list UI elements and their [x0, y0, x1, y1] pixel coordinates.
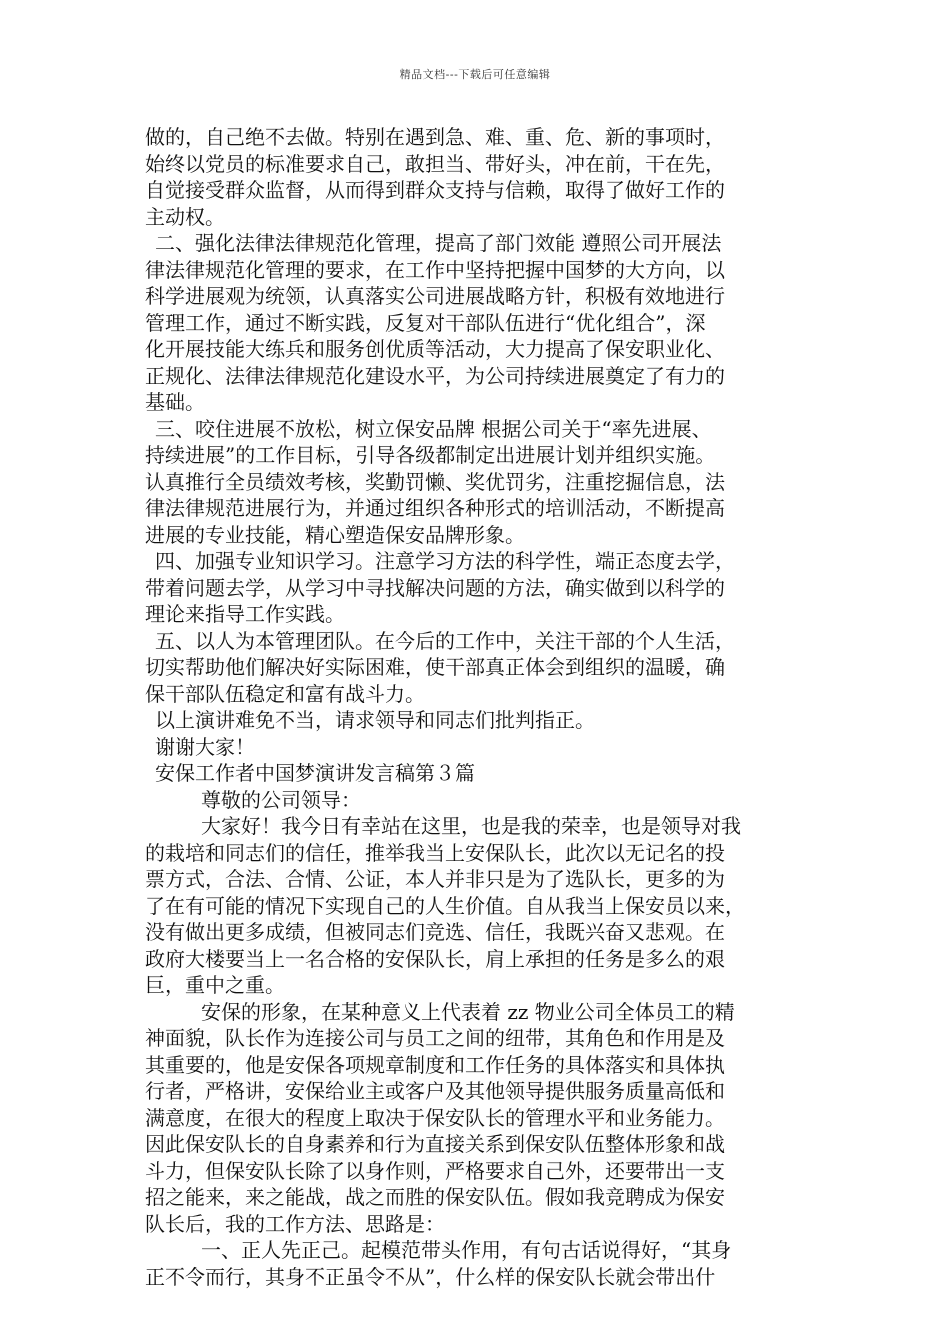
text-line: 的栽培和同志们的信任，推举我当上安保队长，此次以无记名的投: [145, 840, 725, 865]
text-line: 保干部队伍稳定和富有战斗力。: [145, 681, 425, 706]
text-line: 行者，严格讲，安保给业主或客户及其他领导提供服务质量高低和: [145, 1079, 725, 1103]
text-line: 队长后，我的工作方法、思路是：: [145, 1211, 445, 1236]
text-line: 化开展技能大练兵和服务创优质等活动，大力提高了保安职业化、: [145, 337, 725, 361]
text-line: 自觉接受群众监督，从而得到群众支持与信赖，取得了做好工作的: [145, 178, 725, 202]
text-line: 认真推行全员绩效考核，奖勤罚懒、奖优罚劣，注重挖掘信息，法: [145, 469, 725, 494]
text-line: 满意度，在很大的程度上取决于保安队长的管理水平和业务能力。: [145, 1105, 725, 1130]
text-line: 理论来指导工作实践。: [145, 602, 345, 626]
text-line: 进展的专业技能，精心塑造保安品牌形象。: [145, 522, 525, 547]
text-line: 律法律规范化管理的要求，在工作中坚持把握中国梦的大方向，以: [145, 257, 725, 282]
text-line: 政府大楼要当上一名合格的安保队长，肩上承担的任务是多么的艰: [145, 946, 725, 971]
text-line: 正不令而行，其身不正虽令不从”，什么样的保安队长就会带出什: [145, 1264, 716, 1289]
text-line: 谢谢大家！: [155, 734, 255, 759]
text-line: 斗力，但保安队长除了以身作则，严格要求自己外，还要带出一支: [145, 1158, 725, 1183]
text-line: 尊敬的公司领导：: [201, 787, 361, 812]
text-line: 切实帮助他们解决好实际困难，使干部真正体会到组织的温暖，确: [145, 655, 725, 679]
text-line: 其重要的，他是安保各项规章制度和工作任务的具体落实和具体执: [145, 1052, 725, 1077]
text-line: 管理工作，通过不断实践，反复对干部队伍进行“优化组合”，深: [145, 310, 706, 335]
text-line: 基础。: [145, 390, 205, 414]
text-line: 四、加强专业知识学习。注意学习方法的科学性，端正态度去学，: [155, 549, 735, 573]
text-line: 三、咬住进展不放松，树立保安品牌 根据公司关于“率先进展、: [155, 416, 712, 441]
text-line: 正规化、法律法律规范化建设水平，为公司持续进展奠定了有力的: [145, 363, 725, 388]
text-line: 神面貌，队长作为连接公司与员工之间的纽带，其角色和作用是及: [145, 1026, 725, 1050]
text-line: 科学进展观为统领，认真落实公司进展战略方针，积极有效地进行: [145, 284, 725, 308]
text-line: 主动权。: [145, 204, 225, 229]
text-line: 持续进展”的工作目标，引导各级都制定出进展计划并组织实施。: [145, 443, 716, 467]
text-line: 了在有可能的情况下实现自己的人生价值。自从我当上保安员以来，: [145, 893, 745, 918]
document-body: [145, 124, 810, 1290]
text-line: 票方式，合法、合情、公证，本人并非只是为了选队长，更多的为: [145, 867, 725, 891]
text-line: 以上演讲难免不当，请求领导和同志们批判指正。: [155, 708, 595, 732]
text-line: 大家好！我今日有幸站在这里，也是我的荣幸，也是领导对我: [201, 814, 741, 838]
text-line: 安保工作者中国梦演讲发言稿第３篇: [155, 761, 475, 785]
page-header: 精品文档---下载后可任意编辑: [399, 68, 551, 81]
text-line: 巨，重中之重。: [145, 973, 285, 997]
text-line: 招之能来，来之能战，战之而胜的保安队伍。假如我竞聘成为保安: [145, 1185, 725, 1209]
text-line: 五、以人为本管理团队。在今后的工作中，关注干部的个人生活，: [155, 628, 735, 653]
text-line: 律法律规范进展行为，并通过组织各种形式的培训活动，不断提高: [145, 496, 725, 520]
text-line: 安保的形象，在某种意义上代表着 zz 物业公司全体员工的精: [201, 999, 735, 1024]
text-line: 始终以党员的标准要求自己，敢担当、带好头，冲在前，干在先，: [145, 151, 725, 176]
text-line: 带着问题去学，从学习中寻找解决问题的方法，确实做到以科学的: [145, 575, 725, 600]
text-line: 没有做出更多成绩，但被同志们竞选、信任，我既兴奋又悲观。在: [145, 920, 725, 944]
text-line: 一、正人先正己。起模范带头作用，有句古话说得好，“其身: [201, 1238, 732, 1262]
text-line: 因此保安队长的自身素养和行为直接关系到保安队伍整体形象和战: [145, 1132, 725, 1156]
text-line: 做的，自己绝不去做。特别在遇到急、难、重、危、新的事项时，: [145, 125, 725, 149]
text-line: 二、强化法律法律规范化管理，提高了部门效能 遵照公司开展法: [155, 231, 722, 255]
